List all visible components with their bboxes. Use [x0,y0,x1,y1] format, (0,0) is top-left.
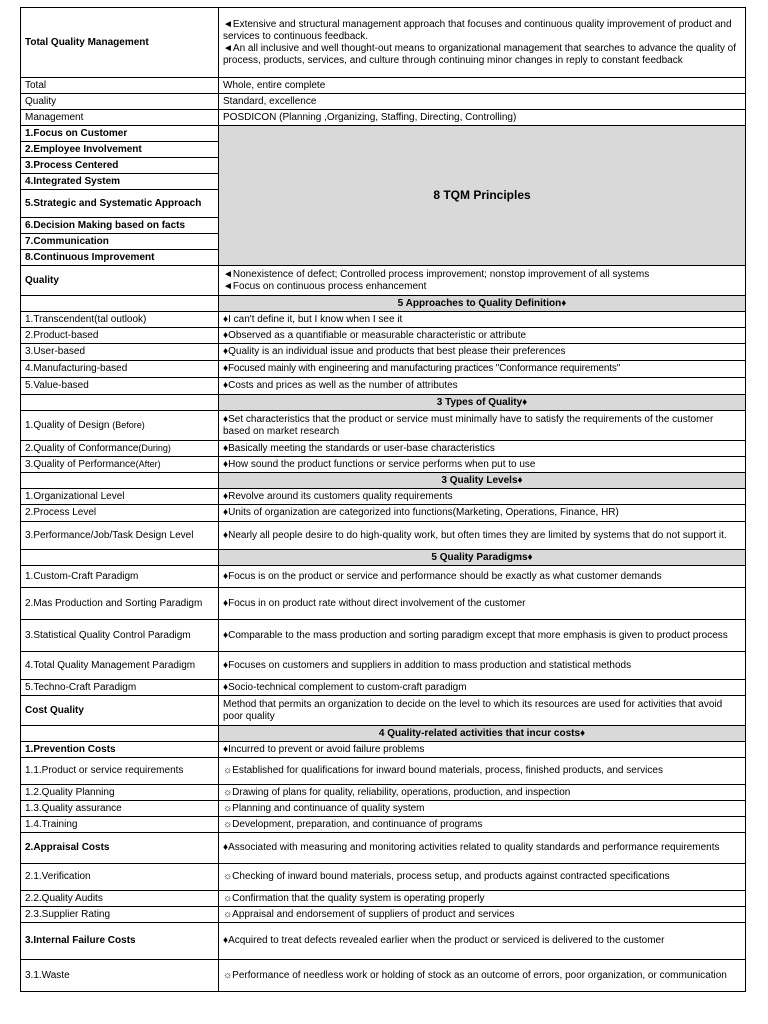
tqm-definition-1: ◄Extensive and structural management approach that focuses and continuous quality improvement of product and services to continuous feedback. [223,18,732,42]
prevention-name: 1.Prevention Costs [21,742,219,758]
cost-item-row [21,907,746,923]
term-row [21,78,746,94]
term-name: Management [21,110,219,126]
approach-name: 3.User-based [21,344,219,361]
level-name: 3.Performance/Job/Task Design Level [21,522,219,550]
section-heading-row [21,473,746,489]
principle-item: 2.Employee Involvement [21,142,219,158]
tqm-definition-2: ◄An all inclusive and well thought-out means to organizational management that searches to advance the quality of process, products, services, and culture through continuing minor changes in reply to constant feedback [223,42,736,66]
cost-item-desc: ☼Performance of needless work or holding of stock as an outcome of errors, poor organization, or communication [219,960,746,992]
level-row [21,505,746,522]
type-row [21,441,746,457]
paradigm-row [21,680,746,696]
appraisal-desc: ♦Associated with measuring and monitoring activities related to quality standards and performance requirements [219,833,746,864]
cost-category-row [21,742,746,758]
type-name: 2.Quality of Conformance [25,443,139,454]
cost-item-desc: ☼Development, preparation, and continuance of programs [219,817,746,833]
type-name-cell [21,441,219,457]
approach-desc: ♦Observed as a quantifiable or measurable characteristic or attribute [219,328,746,344]
tqm-summary-table [20,7,746,992]
term-meaning: Whole, entire complete [219,78,746,94]
cost-item-row [21,758,746,785]
principle-item: 7.Communication [21,234,219,250]
term-meaning: Standard, excellence [219,94,746,110]
type-name-cell [21,457,219,473]
paradigm-name: 3.Statistical Quality Control Paradigm [21,620,219,652]
approach-name: 1.Transcendent(tal outlook) [21,312,219,328]
type-row [21,411,746,441]
cost-item-row [21,891,746,907]
cost-item-desc: ☼Confirmation that the quality system is operating properly [219,891,746,907]
type-note: (During) [138,443,171,453]
types-heading: 3 Types of Quality♦ [219,395,746,411]
cost-item-row [21,960,746,992]
cost-item-desc: ☼Drawing of plans for quality, reliability, operations, production, and inspection [219,785,746,801]
cost-item-desc: ☼Checking of inward bound materials, process setup, and products against contracted specifications [219,864,746,891]
type-name: 1.Quality of Design [25,420,110,431]
type-note: (Before) [112,420,145,430]
level-row [21,489,746,505]
cost-item-name: 3.1.Waste [21,960,219,992]
levels-heading: 3 Quality Levels♦ [219,473,746,489]
paradigm-name: 4.Total Quality Management Paradigm [21,652,219,680]
section-heading-row [21,395,746,411]
section-heading-row [21,550,746,566]
paradigm-desc: ♦Socio-technical complement to custom-craft paradigm [219,680,746,696]
term-name: Total [21,78,219,94]
internal-failure-desc: ♦Acquired to treat defects revealed earlier when the product or serviced is delivered to the customer [219,923,746,960]
type-desc: ♦How sound the product functions or service performs when put to use [219,457,746,473]
principle-item: 3.Process Centered [21,158,219,174]
paradigms-heading: 5 Quality Paradigms♦ [219,550,746,566]
paradigm-name: 2.Mas Production and Sorting Paradigm [21,588,219,620]
activities-heading: 4 Quality-related activities that incur costs♦ [219,726,746,742]
cost-item-row [21,801,746,817]
cost-item-name: 2.2.Quality Audits [21,891,219,907]
level-desc: ♦Units of organization are categorized into functions(Marketing, Operations, Finance, HR) [219,505,746,522]
cost-item-name: 1.3.Quality assurance [21,801,219,817]
type-desc: ♦Set characteristics that the product or service must minimally have to satisfy the requirements of the customer based on market research [219,411,746,441]
term-name: Quality [21,94,219,110]
tqm-title: Total Quality Management [21,8,219,78]
cost-item-name: 2.1.Verification [21,864,219,891]
level-name: 1.Organizational Level [21,489,219,505]
paradigm-row [21,566,746,588]
principles-heading: 8 TQM Principles [433,187,531,202]
quality-row [21,266,746,296]
cost-item-desc: ☼Appraisal and endorsement of suppliers of product and services [219,907,746,923]
quality-title: Quality [21,266,219,296]
paradigm-row [21,652,746,680]
paradigm-row [21,588,746,620]
approach-row [21,312,746,328]
paradigm-desc: ♦Focus in on product rate without direct involvement of the customer [219,588,746,620]
approach-row [21,328,746,344]
type-name-cell [21,411,219,441]
level-row [21,522,746,550]
principle-item: 4.Integrated System [21,174,219,190]
tqm-row [21,8,746,78]
level-name: 2.Process Level [21,505,219,522]
prevention-desc: ♦Incurred to prevent or avoid failure problems [219,742,746,758]
approach-desc: ♦Focused mainly with engineering and manufacturing practices "Conformance requirements" [219,361,746,378]
type-name: 3.Quality of Performance [25,459,136,470]
level-desc: ♦Revolve around its customers quality requirements [219,489,746,505]
type-row [21,457,746,473]
cost-item-desc: ☼Planning and continuance of quality system [219,801,746,817]
approach-row [21,378,746,395]
quality-definition-2: ◄Focus on continuous process enhancement [223,280,427,292]
quality-definition-1: ◄Nonexistence of defect; Controlled process improvement; nonstop improvement of all systems [223,268,650,280]
term-meaning: POSDICON (Planning ,Organizing, Staffing, Directing, Controlling) [219,110,746,126]
cost-item-name: 2.3.Supplier Rating [21,907,219,923]
cost-category-row [21,923,746,960]
approach-desc: ♦Costs and prices as well as the number of attributes [219,378,746,395]
principle-item: 6.Decision Making based on facts [21,218,219,234]
approach-row [21,361,746,378]
paradigm-name: 5.Techno-Craft Paradigm [21,680,219,696]
level-desc: ♦Nearly all people desire to do high-quality work, but often times they are limited by systems that do not support it. [219,522,746,550]
approach-name: 5.Value-based [21,378,219,395]
cost-item-row [21,785,746,801]
cost-item-row [21,864,746,891]
term-row [21,110,746,126]
principles-heading-cell [219,126,746,266]
paradigm-row [21,620,746,652]
term-row [21,94,746,110]
section-heading-row [21,296,746,312]
principle-item: 1.Focus on Customer [21,126,219,142]
cost-definition: Method that permits an organization to decide on the level to which its resources are used for activities that avoid poor quality [219,696,746,726]
cost-row [21,696,746,726]
paradigm-desc: ♦Comparable to the mass production and sorting paradigm except that more emphasis is given to product process [219,620,746,652]
principle-item: 8.Continuous Improvement [21,250,219,266]
approaches-heading: 5 Approaches to Quality Definition♦ [219,296,746,312]
cost-item-name: 1.4.Training [21,817,219,833]
paradigm-name: 1.Custom-Craft Paradigm [21,566,219,588]
approach-desc: ♦I can't define it, but I know when I see it [219,312,746,328]
appraisal-name: 2.Appraisal Costs [21,833,219,864]
principle-row [21,126,746,142]
tqm-definition [219,8,746,78]
approach-name: 4.Manufacturing-based [21,361,219,378]
cost-item-name: 1.1.Product or service requirements [21,758,219,785]
section-heading-row [21,726,746,742]
type-note: (After) [135,459,161,469]
cost-title: Cost Quality [21,696,219,726]
approach-desc: ♦Quality is an individual issue and products that best please their preferences [219,344,746,361]
type-desc: ♦Basically meeting the standards or user-base characteristics [219,441,746,457]
cost-category-row [21,833,746,864]
principle-item: 5.Strategic and Systematic Approach [21,190,219,218]
cost-item-name: 1.2.Quality Planning [21,785,219,801]
paradigm-desc: ♦Focuses on customers and suppliers in addition to mass production and statistical methods [219,652,746,680]
approach-row [21,344,746,361]
cost-item-row [21,817,746,833]
approach-name: 2.Product-based [21,328,219,344]
internal-failure-name: 3.Internal Failure Costs [21,923,219,960]
quality-definition [219,266,746,296]
cost-item-desc: ☼Established for qualifications for inward bound materials, process, finished products, and services [219,758,746,785]
paradigm-desc: ♦Focus is on the product or service and performance should be exactly as what customer demands [219,566,746,588]
